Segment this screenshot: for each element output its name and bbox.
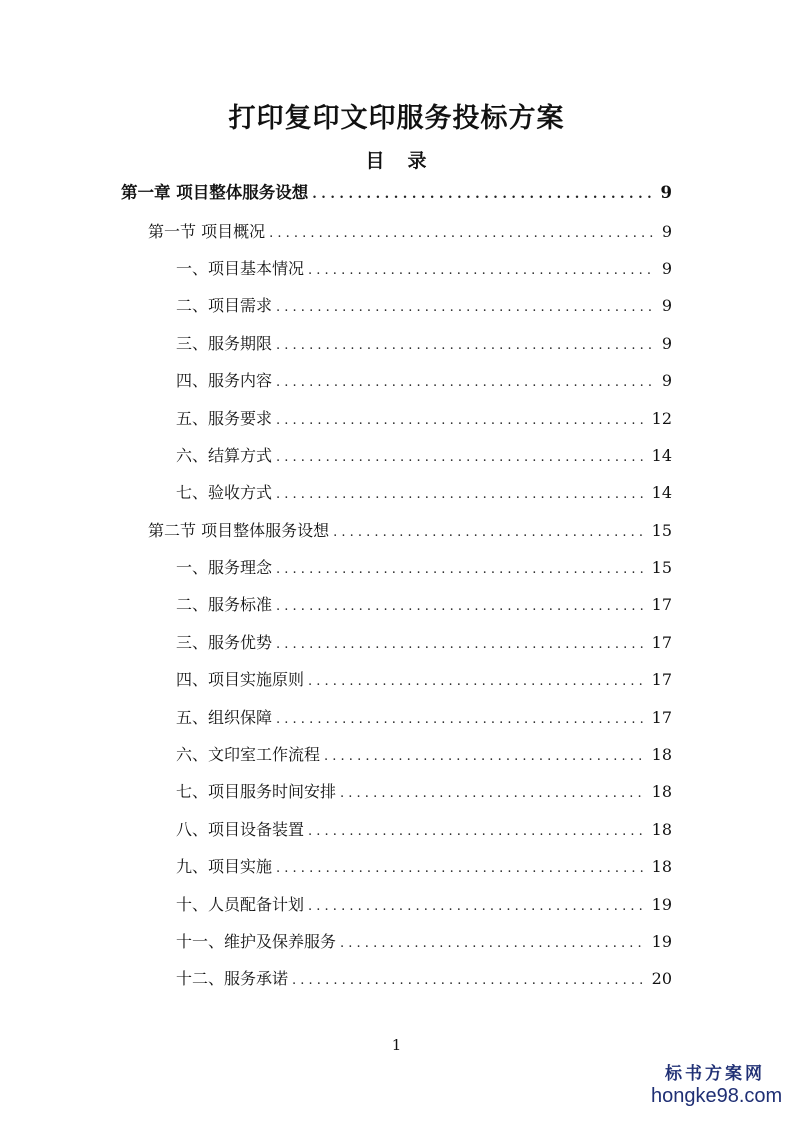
toc-entry-page: 15	[651, 558, 672, 577]
toc-leader-dots	[333, 521, 646, 545]
toc-entry-item[interactable]	[176, 332, 672, 356]
toc-entry-label: 十、人员配备计划	[176, 895, 305, 914]
toc-entry-page: 17	[651, 595, 672, 614]
toc-leader-dots	[276, 857, 646, 881]
toc-entry-item[interactable]	[176, 593, 672, 617]
page-number: 1	[391, 1036, 402, 1054]
toc-entry-item[interactable]	[176, 706, 672, 730]
toc-entry-item[interactable]	[176, 893, 672, 917]
toc-entry-item[interactable]	[176, 481, 672, 505]
toc-leader-dots	[340, 782, 646, 806]
toc-leader-dots	[276, 595, 646, 619]
toc-entry-page: 19	[651, 895, 672, 914]
toc-entry-page: 18	[651, 857, 672, 876]
toc-entry-page: 14	[651, 446, 672, 465]
toc-entry-page: 9	[661, 334, 672, 353]
toc-entry-label: 十一、维护及保养服务	[176, 932, 337, 951]
toc-leader-dots	[312, 183, 654, 207]
toc-entry-label: 第一节 项目概况	[148, 222, 266, 241]
toc-entry-item[interactable]	[176, 294, 672, 318]
toc-leader-dots	[308, 259, 656, 283]
toc-entry-page: 18	[651, 820, 672, 839]
toc-entry-page: 12	[651, 409, 672, 428]
toc-leader-dots	[276, 446, 646, 470]
toc-entry-label: 九、项目实施	[176, 857, 273, 876]
toc-entry-item[interactable]	[176, 855, 672, 879]
toc-entry-label: 七、项目服务时间安排	[176, 782, 337, 801]
watermark-text-cn: 标书方案网	[665, 1064, 765, 1084]
toc-entry-label: 第一章 项目整体服务设想	[121, 183, 309, 202]
toc-entry-page: 17	[651, 633, 672, 652]
toc-entry-label: 一、项目基本情况	[176, 259, 305, 278]
toc-entry-item[interactable]	[176, 818, 672, 842]
toc-entry-label: 二、服务标准	[176, 595, 273, 614]
toc-entry-page: 17	[651, 708, 672, 727]
toc-entry-page: 17	[651, 670, 672, 689]
toc-entry-label: 五、服务要求	[176, 409, 273, 428]
toc-leader-dots	[276, 409, 646, 433]
toc-leader-dots	[276, 334, 656, 358]
toc-leader-dots	[276, 483, 646, 507]
toc-entry-item[interactable]	[176, 444, 672, 468]
toc-heading-char-1: 目	[365, 150, 386, 172]
toc-entry-page: 9	[661, 222, 672, 241]
toc-leader-dots	[324, 745, 646, 769]
toc-leader-dots	[276, 371, 656, 395]
toc-entry-item[interactable]	[176, 257, 672, 281]
toc-entry-page: 14	[651, 483, 672, 502]
toc-entry-item[interactable]	[176, 668, 672, 692]
toc-entry-chapter-1[interactable]	[121, 181, 672, 205]
toc-entry-label: 七、验收方式	[176, 483, 273, 502]
site-watermark	[651, 1064, 783, 1108]
toc-entry-page: 9	[661, 259, 672, 278]
toc-entry-page: 18	[651, 782, 672, 801]
toc-entry-label: 二、项目需求	[176, 296, 273, 315]
toc-entry-item[interactable]	[176, 930, 672, 954]
toc-entry-page: 15	[651, 521, 672, 540]
toc-heading-char-2: 录	[407, 150, 428, 172]
toc-entry-item[interactable]	[176, 556, 672, 580]
toc-leader-dots	[276, 296, 656, 320]
toc-entry-item[interactable]	[176, 743, 672, 767]
toc-entry-page: 9	[660, 183, 672, 202]
toc-leader-dots	[308, 895, 646, 919]
toc-leader-dots	[269, 222, 656, 246]
toc-leader-dots	[276, 633, 646, 657]
toc-entry-label: 三、服务期限	[176, 334, 273, 353]
toc-entry-label: 四、服务内容	[176, 371, 273, 390]
toc-entry-page: 19	[651, 932, 672, 951]
toc-entry-label: 一、服务理念	[176, 558, 273, 577]
toc-entry-section-2[interactable]	[148, 519, 672, 543]
toc-entry-label: 六、文印室工作流程	[176, 745, 321, 764]
toc-leader-dots	[292, 969, 646, 993]
toc-entry-label: 八、项目设备装置	[176, 820, 305, 839]
toc-entry-page: 20	[651, 969, 672, 988]
toc-entry-label: 第二节 项目整体服务设想	[148, 521, 330, 540]
toc-leader-dots	[276, 708, 646, 732]
toc-heading	[0, 146, 793, 173]
toc-leader-dots	[276, 558, 646, 582]
toc-entry-page: 9	[661, 371, 672, 390]
toc-entry-item[interactable]	[176, 407, 672, 431]
toc-leader-dots	[340, 932, 646, 956]
toc-entry-item[interactable]	[176, 631, 672, 655]
toc-leader-dots	[308, 670, 646, 694]
toc-entry-label: 四、项目实施原则	[176, 670, 305, 689]
toc-entry-page: 18	[651, 745, 672, 764]
toc-entry-label: 三、服务优势	[176, 633, 273, 652]
document-title: 打印复印文印服务投标方案	[228, 103, 565, 134]
toc-entry-label: 十二、服务承诺	[176, 969, 289, 988]
toc-entry-page: 9	[661, 296, 672, 315]
watermark-text-en: hongke98.com	[651, 1085, 783, 1107]
toc-entry-item[interactable]	[176, 780, 672, 804]
toc-leader-dots	[308, 820, 646, 844]
toc-entry-label: 六、结算方式	[176, 446, 273, 465]
toc-entry-item[interactable]	[176, 369, 672, 393]
toc-entry-label: 五、组织保障	[176, 708, 273, 727]
toc-entry-item[interactable]	[176, 967, 672, 991]
toc-entry-section-1[interactable]	[148, 220, 672, 244]
